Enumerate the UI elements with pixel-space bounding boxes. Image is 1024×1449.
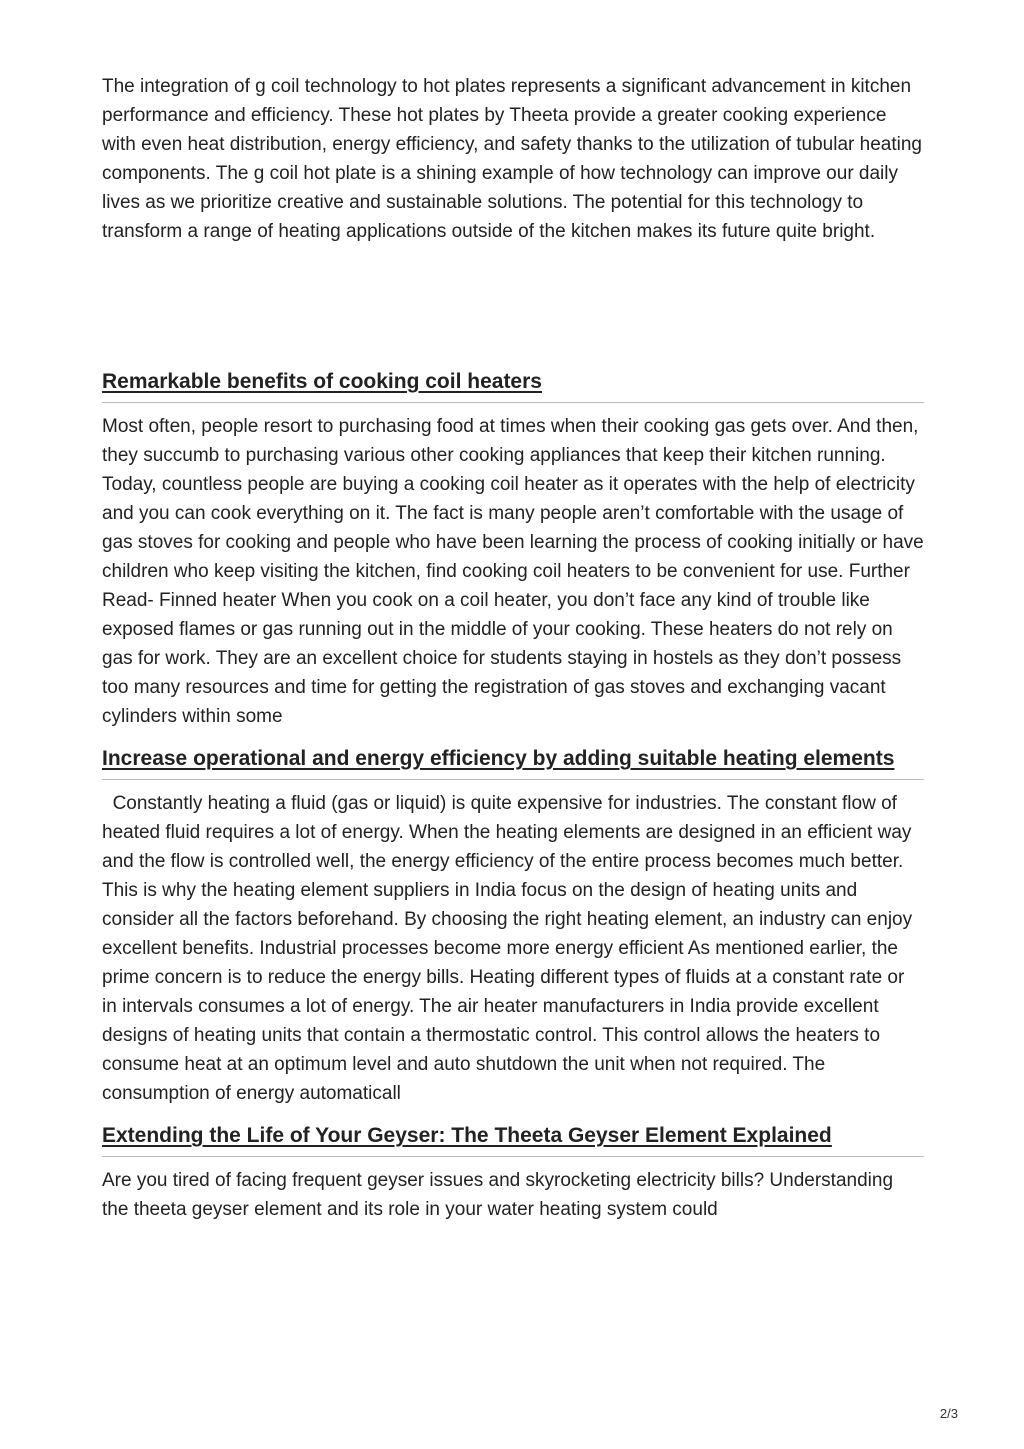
- page-number: 2/3: [939, 1406, 958, 1421]
- spacer: [102, 246, 924, 368]
- section-body-energy-efficiency: Constantly heating a fluid (gas or liquid) is quite expensive for industries. The constant flow of heated fluid requires a lot of energy. When the heating elements are designed in an efficient way and the flow is controlled well, the energy efficiency of the entire process becomes much better. This is why the heating element suppliers in India focus on the design of heating units and consider all the factors beforehand. By choosing the right heating element, an industry can enjoy excellent benefits. Industrial processes become more energy efficient As mentioned earlier, the prime concern is to reduce the energy bills. Heating different types of fluids at a constant rate or in intervals consumes a lot of energy. The air heater manufacturers in India provide excellent designs of heating units that contain a thermostatic control. This control allows the heaters to consume heat at an optimum level and auto shutdown the unit when not required. The consumption of energy automaticall: [102, 793, 918, 1104]
- section-body-cooking-coil: Most often, people resort to purchasing food at times when their cooking gas gets over. And then, they succumb to purchasing various other cooking appliances that keep their kitchen running. Today, countless people are buying a cooking coil heater as it operates with the help of electricity and you can cook everything on it. The fact is many people aren’t comfortable with the usage of gas stoves for cooking and people who have been learning the process of cooking initially or have children who keep visiting the kitchen, find cooking coil heaters to be convenient for use. Further Read- Finned heater When you cook on a coil heater, you don’t face any kind of trouble like exposed flames or gas running out in the middle of your cooking. These heaters do not rely on gas for work. They are an excellent choice for students staying in hostels as they don’t possess too many resources and time for getting the registration of gas stoves and exchanging vacant cylinders within some: [102, 416, 924, 727]
- document-page: [102, 72, 924, 1224]
- section-link-geyser-element[interactable]: Extending the Life of Your Geyser: The Theeta Geyser Element Explained: [102, 1124, 832, 1147]
- section-heading-energy-efficiency[interactable]: [102, 745, 924, 773]
- section-divider: [102, 1156, 924, 1157]
- spacer: [102, 1108, 924, 1122]
- section-heading-cooking-coil[interactable]: [102, 368, 924, 396]
- section-link-cooking-coil[interactable]: Remarkable benefits of cooking coil heaters: [102, 370, 542, 393]
- section-divider: [102, 779, 924, 780]
- spacer: [102, 731, 924, 745]
- section-body-geyser-element: Are you tired of facing frequent geyser issues and skyrocketing electricity bills? Understanding the theeta geyser element and its role in your water heating system could: [102, 1170, 894, 1220]
- section-link-energy-efficiency[interactable]: Increase operational and energy efficiency by adding suitable heating elements: [102, 747, 895, 770]
- section-heading-geyser-element[interactable]: [102, 1122, 924, 1150]
- intro-paragraph: The integration of g coil technology to hot plates represents a significant advancement in kitchen performance and efficiency. These hot plates by Theeta provide a greater cooking experience with even heat distribution, energy efficiency, and safety thanks to the utilization of tubular heating components. The g coil hot plate is a shining example of how technology can improve our daily lives as we prioritize creative and sustainable solutions. The potential for this technology to transform a range of heating applications outside of the kitchen makes its future quite bright.: [102, 76, 922, 242]
- section-divider: [102, 402, 924, 403]
